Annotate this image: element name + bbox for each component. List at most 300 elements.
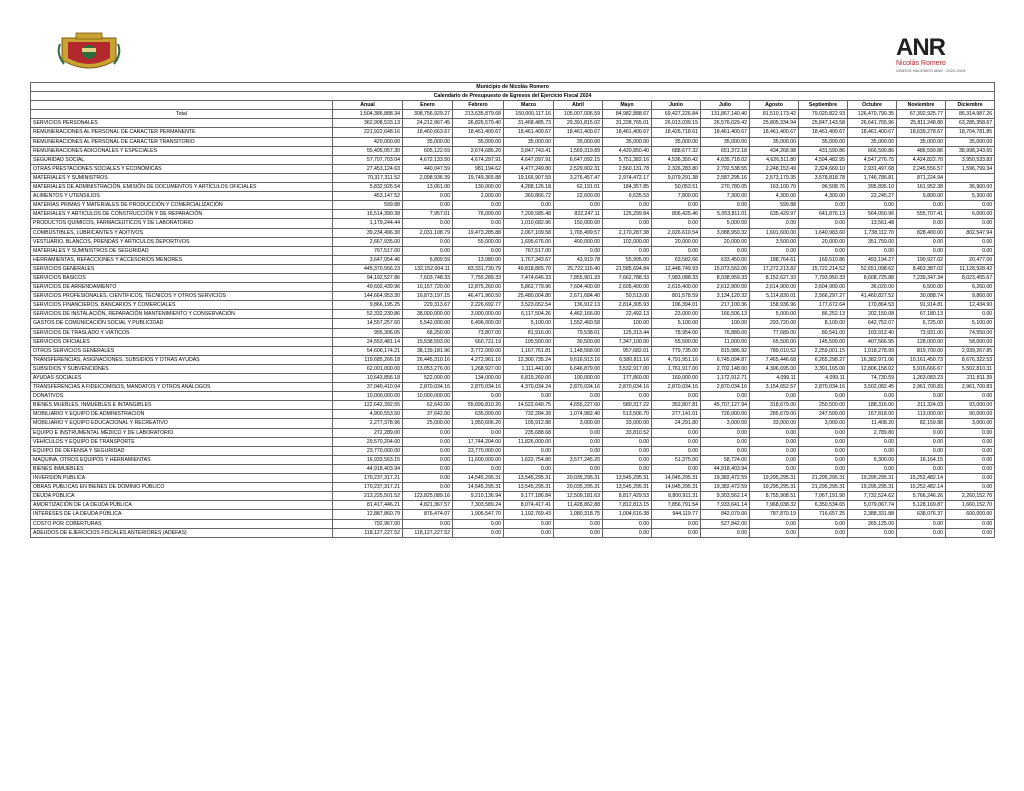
table-row <box>31 173 995 182</box>
amount-cell: 2,939,267.85 <box>946 346 995 355</box>
amount-cell: 564,050.96 <box>848 210 897 219</box>
amount-cell: 2,870,034.16 <box>403 383 453 392</box>
amount-cell: 0.00 <box>750 428 799 437</box>
amount-cell: 832,247.11 <box>554 210 603 219</box>
amount-cell: 35,000.00 <box>453 137 504 146</box>
amount-cell: 522,000.00 <box>403 374 453 383</box>
amount-cell: 7,755,289.33 <box>453 273 504 282</box>
amount-cell: 957,682.01 <box>603 346 652 355</box>
amount-cell: 716,657.25 <box>799 510 848 519</box>
amount-cell: 0.00 <box>652 528 701 537</box>
amount-cell: 30,088.74 <box>897 292 946 301</box>
amount-cell: 8,100.00 <box>799 319 848 328</box>
amount-cell: 3,847,743.41 <box>504 146 554 155</box>
amount-cell: 3,000.00 <box>799 419 848 428</box>
amount-cell: 3,950,533.83 <box>946 155 995 164</box>
amount-cell: 0.00 <box>403 483 453 492</box>
amount-cell: 12,509,181.63 <box>554 492 603 501</box>
row-label: BIENES INMUEBLES <box>31 464 333 473</box>
amount-cell: 0.00 <box>403 474 453 483</box>
amount-cell: 0.00 <box>652 464 701 473</box>
amount-cell: 103,912.40 <box>848 328 897 337</box>
amount-cell: 318,679.00 <box>750 401 799 410</box>
amount-cell: 2,870,034.16 <box>453 383 504 392</box>
amount-cell: 1,018,278.99 <box>848 346 897 355</box>
amount-cell: 86,252.13 <box>799 310 848 319</box>
amount-cell: 3,000.00 <box>946 419 995 428</box>
amount-cell: 0.00 <box>946 392 995 401</box>
amount-cell: 7,793,950.33 <box>799 273 848 282</box>
column-header-10: Septiembre <box>799 101 848 110</box>
amount-cell: 16,933,563.15 <box>333 455 403 464</box>
column-header-2: Enero <box>403 101 453 110</box>
row-label: SERVICIOS BASICOS <box>31 273 333 282</box>
row-label: REMUNERACIONES ADICIONALES Y ESPECIALES <box>31 146 333 155</box>
amount-cell: 57,707,703.04 <box>333 155 403 164</box>
amount-cell: 0.00 <box>554 464 603 473</box>
amount-cell: 18,426,718.61 <box>652 128 701 137</box>
row-label: MAQUINA, OTROS EQUIPOS Y HERRAMIENTAS <box>31 455 333 464</box>
amount-cell: 2,248,153.49 <box>750 164 799 173</box>
amount-cell: 7,800.00 <box>652 192 701 201</box>
amount-cell: 24,553,481.14 <box>333 337 403 346</box>
amount-cell: 1,004,616.38 <box>603 510 652 519</box>
amount-cell: 4,099.11 <box>750 374 799 383</box>
amount-cell: 19,473,285.88 <box>453 228 504 237</box>
amount-cell: 400,000.00 <box>554 237 603 246</box>
amount-cell: 0.00 <box>897 246 946 255</box>
amount-cell: 25,722,116.40 <box>554 264 603 273</box>
amount-cell: 0.00 <box>946 437 995 446</box>
amount-cell: 90,000.00 <box>946 410 995 419</box>
amount-cell: 4,099.11 <box>799 374 848 383</box>
amount-cell: 235,688.68 <box>504 428 554 437</box>
amount-cell: 14,045,295.31 <box>652 474 701 483</box>
amount-cell: 8,463,387.02 <box>897 264 946 273</box>
amount-cell: 170,237,317.21 <box>333 474 403 483</box>
amount-cell: 0.00 <box>946 201 995 210</box>
amount-cell: 5,100.00 <box>946 319 995 328</box>
amount-cell: 1,504,386,888.34 <box>333 110 403 119</box>
table-row <box>31 264 995 273</box>
amount-cell: 184,357.85 <box>603 183 652 192</box>
table-row <box>31 146 995 155</box>
amount-cell: 580,317.22 <box>603 401 652 410</box>
amount-cell: 1,746,786.81 <box>848 173 897 182</box>
amount-cell: 2,931,497.68 <box>848 164 897 173</box>
amount-cell: 5,862,779.96 <box>504 283 554 292</box>
amount-cell: 0.00 <box>403 437 453 446</box>
table-row <box>31 401 995 410</box>
amount-cell: 2,026,610.54 <box>652 228 701 237</box>
table-row <box>31 337 995 346</box>
amount-cell: 105,500.00 <box>504 337 554 346</box>
amount-cell: 38,000,000.00 <box>403 310 453 319</box>
column-header-4: Marzo <box>504 101 554 110</box>
amount-cell: 9,177,186.84 <box>504 492 554 501</box>
amount-cell: 14,557,257.60 <box>333 319 403 328</box>
amount-cell: 36,020.00 <box>848 283 897 292</box>
amount-cell: 11,600,000.00 <box>453 455 504 464</box>
amount-cell: 5,128,169.87 <box>897 501 946 510</box>
amount-cell: 1,111,441.00 <box>504 364 554 373</box>
amount-cell: 9,079,291.38 <box>652 173 701 182</box>
amount-cell: 11,128,928.42 <box>946 264 995 273</box>
row-label: COMBUSTIBLES, LUBRICANTES Y ADITIVOS <box>31 228 333 237</box>
amount-cell: 4,300.00 <box>750 192 799 201</box>
amount-cell: 0.00 <box>848 528 897 537</box>
amount-cell: 0.00 <box>603 201 652 210</box>
row-label: REMUNERACIONES AL PERSONAL DE CARACTER PERMANENTE <box>31 128 333 137</box>
amount-cell: 0.00 <box>603 446 652 455</box>
amount-cell: 0.00 <box>946 483 995 492</box>
amount-cell: 3,532,917.00 <box>603 364 652 373</box>
amount-cell: 202,150.08 <box>848 310 897 319</box>
amount-cell: 0.00 <box>750 528 799 537</box>
amount-cell: 513,506.70 <box>603 410 652 419</box>
amount-cell: 0.00 <box>403 237 453 246</box>
column-header-6: Mayo <box>603 101 652 110</box>
amount-cell: 2,961,700.83 <box>897 383 946 392</box>
amount-cell: 0.00 <box>453 464 504 473</box>
amount-cell: 801,578.59 <box>652 292 701 301</box>
table-row <box>31 519 995 528</box>
amount-cell: 76,000.00 <box>453 210 504 219</box>
row-label: ADEUDOS DE EJERCICIOS FISCALES ANTERIORES (ADEFAS) <box>31 528 333 537</box>
amount-cell: 0.00 <box>554 246 603 255</box>
row-label: AMORTIZACIÓN DE LA DEUDA PÚBLICA <box>31 501 333 510</box>
row-label: VEHÍCULOS Y EQUIPO DE TRANSPORTE <box>31 437 333 446</box>
amount-cell: 10,000,000.00 <box>333 392 403 401</box>
amount-cell: 599.88 <box>750 201 799 210</box>
amount-cell: 113,000.00 <box>897 410 946 419</box>
amount-cell: 2,000.00 <box>453 192 504 201</box>
amount-cell: 18,461,400.67 <box>603 128 652 137</box>
amount-cell: 1,660,152.70 <box>946 501 995 510</box>
amount-cell: 0.00 <box>848 392 897 401</box>
row-label: TRANSFERENCIAS A FIDEICOMISOS, MANDATOS Y OTROS ANÁLOGOS <box>31 383 333 392</box>
amount-cell: 11,826,000.00 <box>504 437 554 446</box>
amount-cell: 14,045,295.31 <box>652 483 701 492</box>
amount-cell: 96,508.76 <box>799 183 848 192</box>
amount-cell: 789,010.52 <box>750 346 799 355</box>
amount-cell: 73,807.00 <box>453 328 504 337</box>
amount-cell: 440,047.59 <box>403 164 453 173</box>
amount-cell: 1,765,499.57 <box>554 228 603 237</box>
document-subtitle: Calendario de Presupuesto de Egresos del Ejercicio Fiscal 2024 <box>31 92 995 101</box>
amount-cell: 23,770,000.00 <box>453 446 504 455</box>
amount-cell: 15,073,562.06 <box>701 264 750 273</box>
amount-cell: 19,382,472.59 <box>701 483 750 492</box>
amount-cell: 37,040,410.04 <box>333 383 403 392</box>
amount-cell: 828,400.00 <box>897 228 946 237</box>
amount-cell: 0.00 <box>946 428 995 437</box>
amount-cell: 0.00 <box>652 446 701 455</box>
row-label: SERVICIOS DE ARRENDAMIENTO <box>31 283 333 292</box>
amount-cell: 2,560,131.78 <box>603 164 652 173</box>
table-row <box>31 346 995 355</box>
amount-cell: 177,672.64 <box>799 301 848 310</box>
amount-cell: 14,522,640.75 <box>504 401 554 410</box>
amount-cell: 1,263,083.23 <box>897 374 946 383</box>
amount-cell: 23,000.00 <box>652 310 701 319</box>
amount-cell: 0.00 <box>403 192 453 201</box>
amount-cell: 0.00 <box>603 464 652 473</box>
amount-cell: 9,866,195.25 <box>333 301 403 310</box>
amount-cell: 0.00 <box>848 246 897 255</box>
row-label: OTROS SERVICIOS GENERALES <box>31 346 333 355</box>
amount-cell: 9,303,562.14 <box>701 492 750 501</box>
amount-cell: 169,510.86 <box>799 255 848 264</box>
amount-cell: 2,870,034.16 <box>652 383 701 392</box>
amount-cell: 2,260,152.70 <box>946 492 995 501</box>
amount-cell: 22,245.27 <box>848 192 897 201</box>
amount-cell: 638,076.37 <box>897 510 946 519</box>
amount-cell: 5,832,926.54 <box>333 183 403 192</box>
amount-cell: 190,927.02 <box>897 255 946 264</box>
amount-cell: 726,000.00 <box>701 410 750 419</box>
amount-cell: 0.00 <box>848 201 897 210</box>
amount-cell: 2,573,179.35 <box>750 173 799 182</box>
amount-cell: 806,425.46 <box>652 210 701 219</box>
amount-cell: 981,194.62 <box>453 164 504 173</box>
amount-cell: 2,067,109.58 <box>504 228 554 237</box>
amount-cell: 0.00 <box>946 464 995 473</box>
amount-cell: 44,918,403.94 <box>701 464 750 473</box>
amount-cell: 0.00 <box>403 428 453 437</box>
amount-cell: 3,276,457.47 <box>554 173 603 182</box>
amount-cell: 4,420,850.40 <box>603 146 652 155</box>
amount-cell: 0.00 <box>403 519 453 528</box>
amount-cell: 19,166,907.59 <box>504 173 554 182</box>
amount-cell: 55,699,810.20 <box>453 401 504 410</box>
row-label: MATERIALES DE ADMINISTRACIÓN, EMISIÓN DE DOCUMENTOS Y ARTÍCULOS OFICIALES <box>31 183 333 192</box>
amount-cell: 106,394.01 <box>652 301 701 310</box>
amount-cell: 802,547.94 <box>946 228 995 237</box>
amount-cell: 70,317,311.52 <box>333 173 403 182</box>
amount-cell: 0.00 <box>799 446 848 455</box>
row-label: OTRAS PRESTACIONES SOCIALES Y ECONÓMICAS <box>31 164 333 173</box>
amount-cell: 17,272,213.82 <box>750 264 799 273</box>
amount-cell: 2,170,287.38 <box>603 228 652 237</box>
amount-cell: 118,127,227.52 <box>333 528 403 537</box>
amount-cell: 145,500.00 <box>799 337 848 346</box>
amount-cell: 0.00 <box>453 528 504 537</box>
amount-cell: 7,983,088.33 <box>652 273 701 282</box>
amount-cell: 118,127,227.52 <box>403 528 453 537</box>
amount-cell: 0.00 <box>403 446 453 455</box>
table-row <box>31 210 995 219</box>
amount-cell: 122,642,392.55 <box>333 401 403 410</box>
amount-cell: 54,606,174.21 <box>333 346 403 355</box>
amount-cell: 2,226,692.77 <box>453 301 504 310</box>
amount-cell: 9,616,913.16 <box>554 355 603 364</box>
amount-cell: 31,468,485.73 <box>504 119 554 128</box>
row-label: SERVICIOS PROFESIONALES, CIENTÍFICOS, TÉCNICOS Y OTROS SERVICIOS <box>31 292 333 301</box>
amount-cell: 0.00 <box>554 437 603 446</box>
amount-cell: 125,299.84 <box>603 210 652 219</box>
amount-cell: 1,596,799.34 <box>946 164 995 173</box>
amount-cell: 213,635,879.68 <box>453 110 504 119</box>
amount-cell: 58,724.00 <box>701 455 750 464</box>
amount-cell: 0.00 <box>603 392 652 401</box>
amount-cell: 123,825,089.16 <box>403 492 453 501</box>
amount-cell: 1,695,676.00 <box>504 237 554 246</box>
amount-cell: 50,053.51 <box>652 183 701 192</box>
amount-cell: 94,192,527.86 <box>333 273 403 282</box>
amount-cell: 660,721.19 <box>453 337 504 346</box>
amount-cell: 163,100.70 <box>750 183 799 192</box>
table-row <box>31 301 995 310</box>
amount-cell: 4,821,367.57 <box>403 501 453 510</box>
row-label: DEUDA PÚBLICA <box>31 492 333 501</box>
amount-cell: 6,265,298.27 <box>799 355 848 364</box>
amount-cell: 0.00 <box>897 219 946 228</box>
amount-cell: 6,500.00 <box>897 283 946 292</box>
amount-cell: 8,676,322.53 <box>946 355 995 364</box>
amount-cell: 0.00 <box>403 246 453 255</box>
amount-cell: 0.00 <box>403 201 453 210</box>
amount-cell: 18,461,400.67 <box>799 128 848 137</box>
amount-cell: 3,500.00 <box>750 237 799 246</box>
amount-cell: 81,916.00 <box>504 328 554 337</box>
amount-cell: 35,000.00 <box>848 137 897 146</box>
amount-cell: 19,295,295.31 <box>750 474 799 483</box>
amount-cell: 635,429.97 <box>750 210 799 219</box>
amount-cell: 15,252,482.14 <box>897 483 946 492</box>
amount-cell: 688,677.32 <box>652 146 701 155</box>
amount-cell: 52,651,098.62 <box>848 264 897 273</box>
amount-cell: 0.00 <box>603 437 652 446</box>
amount-cell: 12,887,860.79 <box>333 510 403 519</box>
amount-cell: 213,225,501.52 <box>333 492 403 501</box>
amount-cell: 8,800,911.31 <box>652 492 701 501</box>
row-label: SERVICIOS PERSONALES <box>31 119 333 128</box>
amount-cell: 7,300.00 <box>701 192 750 201</box>
row-label: INVERSION PUBLICA <box>31 474 333 483</box>
amount-cell: 1,172,912.71 <box>701 374 750 383</box>
amount-cell: 642,752.07 <box>848 319 897 328</box>
amount-cell: 4,626,511.80 <box>750 155 799 164</box>
amount-cell: 293,720.00 <box>750 319 799 328</box>
table-row <box>31 283 995 292</box>
amount-cell: 62,191.01 <box>554 183 603 192</box>
amount-cell: 2,674,686.20 <box>453 146 504 155</box>
amount-cell: 2,667,935.00 <box>333 237 403 246</box>
amount-cell: 2,324,669.10 <box>799 164 848 173</box>
amount-cell: 12,875,260.00 <box>453 283 504 292</box>
amount-cell: 3,577,245.20 <box>554 455 603 464</box>
amount-cell: 5,502,810.31 <box>946 364 995 373</box>
amount-cell: 26,826,579.40 <box>453 119 504 128</box>
amount-cell: 7,957.01 <box>403 210 453 219</box>
table-row <box>31 119 995 128</box>
amount-cell: 8,755,908.51 <box>750 492 799 501</box>
amount-cell: 211,324.03 <box>897 401 946 410</box>
amount-cell: 5,100.00 <box>504 319 554 328</box>
amount-cell: 1,074,982.40 <box>554 410 603 419</box>
amount-cell: 0.00 <box>897 428 946 437</box>
amount-cell: 100.00 <box>603 319 652 328</box>
amount-cell: 19,295,295.31 <box>848 483 897 492</box>
amount-cell: 62,001,000.00 <box>333 364 403 373</box>
amount-cell: 0.00 <box>504 446 554 455</box>
amount-cell: 7,604,400.00 <box>554 283 603 292</box>
amount-cell: 105,007,006.59 <box>554 110 603 119</box>
amount-cell: 285,679.00 <box>750 410 799 419</box>
amount-cell: 18,461,400.67 <box>453 128 504 137</box>
amount-cell: 0.00 <box>701 528 750 537</box>
amount-cell: 3,000.00 <box>554 419 603 428</box>
amount-cell: 5,000.00 <box>750 310 799 319</box>
amount-cell: 1,761,917.00 <box>652 364 701 373</box>
amount-cell: 0.00 <box>750 464 799 473</box>
column-header-5: Abril <box>554 101 603 110</box>
table-row <box>31 319 995 328</box>
amount-cell: 2,614,900.00 <box>750 283 799 292</box>
amount-cell: 35,000.00 <box>603 137 652 146</box>
amount-cell: 160,000.00 <box>652 374 701 383</box>
amount-cell: 2,615,400.00 <box>652 283 701 292</box>
amount-cell: 599.88 <box>333 201 403 210</box>
amount-cell: 134,000.00 <box>453 374 504 383</box>
amount-cell: 7,303,589.24 <box>453 501 504 510</box>
amount-cell: 0.00 <box>453 519 504 528</box>
amount-cell: 445,370,566.23 <box>333 264 403 273</box>
amount-cell: 6,646,879.00 <box>554 364 603 373</box>
amount-cell: 1,569,319.89 <box>554 146 603 155</box>
row-label: AYUDAS SOCIALES <box>31 374 333 383</box>
amount-cell: 26,445,310.16 <box>403 355 453 364</box>
amount-cell: 4,647,097.91 <box>504 155 554 164</box>
row-label: EQUIPO E INSTRUMENTAL MÉDICO Y DE LABORATORIO <box>31 428 333 437</box>
amount-cell: 3,578,818.78 <box>799 173 848 182</box>
amount-cell: 3,523,652.54 <box>504 301 554 310</box>
amount-cell: 8,152,627.33 <box>750 273 799 282</box>
amount-cell: 1,268,927.00 <box>453 364 504 373</box>
amount-cell: 527,842.00 <box>701 519 750 528</box>
amount-cell: 25,000.00 <box>403 419 453 428</box>
amount-cell: 4,300.00 <box>799 192 848 201</box>
table-row <box>31 237 995 246</box>
table-row <box>31 510 995 519</box>
amount-cell: 6,496,000.00 <box>453 319 504 328</box>
amount-cell: 44,918,403.94 <box>333 464 403 473</box>
table-row <box>31 292 995 301</box>
amount-cell: 2,326,283.80 <box>652 164 701 173</box>
amount-cell: 19,382,472.59 <box>701 474 750 483</box>
amount-cell: 0.00 <box>799 428 848 437</box>
amount-cell: 10,161,450.73 <box>897 355 946 364</box>
amount-cell: 0.00 <box>799 201 848 210</box>
amount-cell: 1,102,769.43 <box>504 510 554 519</box>
amount-cell: 22,492.13 <box>603 310 652 319</box>
table-row <box>31 455 995 464</box>
amount-cell: 6,745,094.87 <box>701 355 750 364</box>
amount-cell: 21,585,694.84 <box>603 264 652 273</box>
amount-cell: 16,164.15 <box>897 455 946 464</box>
amount-cell: 76,889.00 <box>701 328 750 337</box>
amount-cell: 5,300.00 <box>946 192 995 201</box>
amount-cell: 6,809.59 <box>403 255 453 264</box>
amount-cell: 2,529,002.31 <box>554 164 603 173</box>
amount-cell: 37,642.00 <box>403 410 453 419</box>
amount-cell: 74,730.59 <box>848 374 897 383</box>
amount-cell: 33,000.00 <box>603 419 652 428</box>
amount-cell: 119,685,266.18 <box>333 355 403 364</box>
amount-cell: 2,789.80 <box>848 428 897 437</box>
amount-cell: 3,000.00 <box>701 419 750 428</box>
